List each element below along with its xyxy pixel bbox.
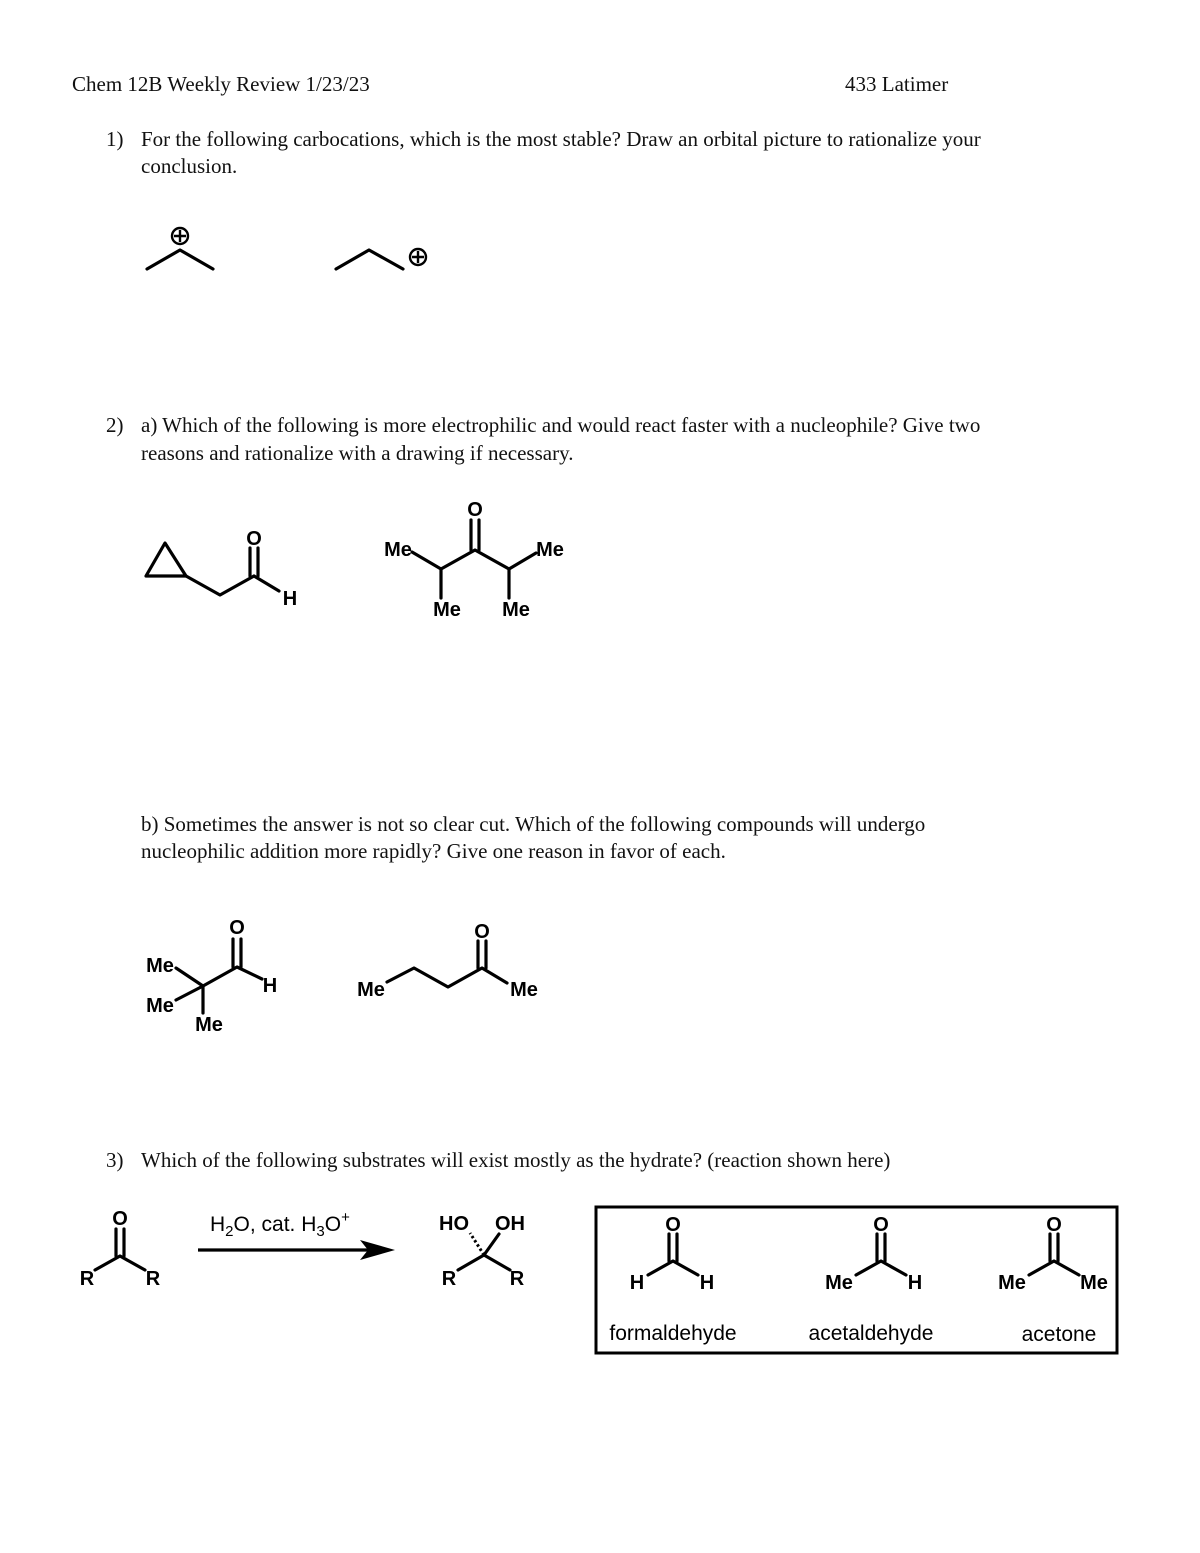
methyl-label: Me xyxy=(146,955,174,977)
acetone-structure xyxy=(998,1214,1108,1294)
oxygen-label: O xyxy=(229,917,245,939)
oxygen-label: O xyxy=(665,1214,681,1236)
methyl-label: Me xyxy=(510,979,538,1001)
question-3-text: Which of the following substrates will exist mostly as the hydrate? (reaction shown here) xyxy=(141,1148,891,1172)
methyl-label: Me xyxy=(433,599,461,621)
methyl-label: Me xyxy=(384,539,412,561)
methyl-label: Me xyxy=(998,1272,1026,1294)
question-2-number: 2) xyxy=(106,413,124,437)
room-location: 433 Latimer xyxy=(845,72,949,96)
acetaldehyde-label: acetaldehyde xyxy=(808,1322,934,1345)
r-group-label: R xyxy=(79,1268,95,1290)
oxygen-label: O xyxy=(246,528,262,550)
methyl-label: Me xyxy=(536,539,564,561)
hydrogen-label: H xyxy=(699,1272,715,1294)
hydrate-structure xyxy=(439,1213,525,1290)
formaldehyde-label: formaldehyde xyxy=(609,1322,737,1345)
methyl-label: Me xyxy=(195,1014,223,1036)
hydroxyl-label: OH xyxy=(495,1213,525,1235)
question-1-text-line2: conclusion. xyxy=(141,154,238,178)
r-group-label: R xyxy=(441,1268,457,1290)
hydrogen-label: H xyxy=(282,588,298,610)
methyl-label: Me xyxy=(1080,1272,1108,1294)
substrate-box xyxy=(596,1207,1117,1353)
question-2b-text-line2: nucleophilic addition more rapidly? Give one reason in favor of each. xyxy=(141,839,726,863)
methyl-label: Me xyxy=(357,979,385,1001)
hydrogen-label: H xyxy=(629,1272,645,1294)
oxygen-label: O xyxy=(467,499,483,521)
water-o-cat-h: O, cat. H xyxy=(233,1213,317,1236)
question-1-text-line1: For the following carbocations, which is the most stable? Draw an orbital picture to rationalize your xyxy=(141,127,981,151)
oxygen-label: O xyxy=(1046,1214,1062,1236)
water-h: H xyxy=(210,1213,226,1236)
oxygen-label: O xyxy=(112,1208,128,1230)
question-2a-text-line1: a) Which of the following is more electrophilic and would react faster with a nucleophile? Give two xyxy=(141,413,981,437)
hydronium-charge: + xyxy=(341,1209,350,1226)
acetone-label: acetone xyxy=(1021,1323,1097,1346)
formaldehyde-structure xyxy=(630,1214,714,1294)
reaction-conditions xyxy=(210,1209,350,1240)
question-2a-text-line2: reasons and rationalize with a drawing if necessary. xyxy=(141,441,574,465)
r-group-label: R xyxy=(509,1268,525,1290)
methyl-label: Me xyxy=(146,995,174,1017)
svg-text:H2O, cat. H3O+ xyxy=(210,1209,350,1240)
r-group-label: R xyxy=(145,1268,161,1290)
methyl-label: Me xyxy=(825,1272,853,1294)
water-subscript: 2 xyxy=(225,1223,234,1240)
worksheet-title: Chem 12B Weekly Review 1/23/23 xyxy=(72,72,370,96)
hydronium-subscript: 3 xyxy=(316,1223,325,1240)
generic-ketone-structure xyxy=(80,1208,161,1290)
hydrogen-label: H xyxy=(262,975,278,997)
question-3-number: 3) xyxy=(106,1148,124,1172)
hydronium-o: O xyxy=(324,1213,342,1236)
acetaldehyde-structure xyxy=(825,1214,922,1294)
question-2b-text-line1: b) Sometimes the answer is not so clear cut. Which of the following compounds will undergo xyxy=(141,812,926,836)
hydroxyl-label: HO xyxy=(439,1213,469,1235)
hydrogen-label: H xyxy=(907,1272,923,1294)
question-1-number: 1) xyxy=(106,127,124,151)
methyl-label: Me xyxy=(502,599,530,621)
reaction-arrow-icon xyxy=(198,1240,395,1260)
oxygen-label: O xyxy=(474,921,490,943)
oxygen-label: O xyxy=(873,1214,889,1236)
